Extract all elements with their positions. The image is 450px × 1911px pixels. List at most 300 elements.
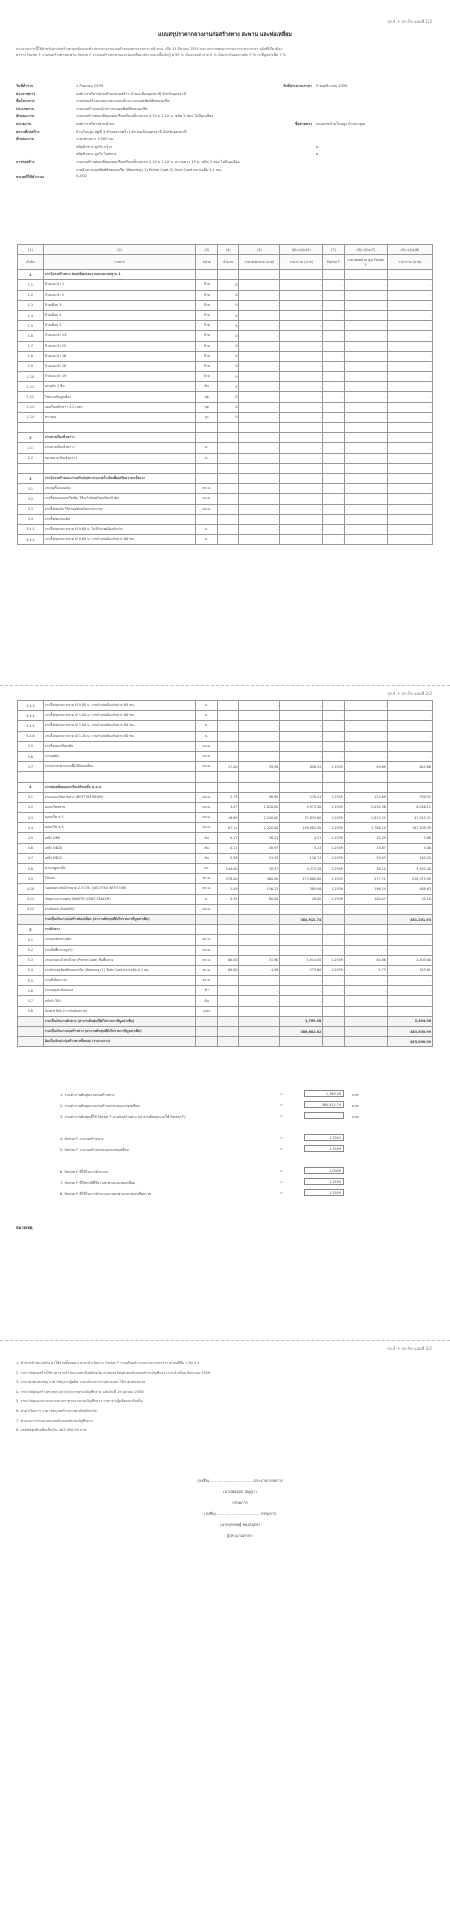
cell-p: - <box>239 711 280 721</box>
cell-f: - <box>323 382 345 392</box>
table-row <box>18 463 433 473</box>
cell-t: - <box>280 494 323 504</box>
cell-f <box>323 1027 345 1037</box>
column-number: (6)=(4)x(5) <box>280 245 323 255</box>
summary-label: 5. Factor F งานก่อสร้างสะพานและท่อเหลี่ยม <box>60 1148 129 1152</box>
cell-q <box>217 514 239 524</box>
cell-tf: - <box>387 351 432 361</box>
cell-no: 1.14 <box>18 412 44 422</box>
cell-u: ม. <box>196 731 218 741</box>
cell-no: 4.4 <box>18 823 44 833</box>
cell-desc: งานทรายหยาบรองพื้นใต้ท่อเหลี่ยม <box>43 762 196 772</box>
cell-no: 3.5 <box>18 741 44 751</box>
group-row <box>18 473 433 483</box>
cell-q <box>217 433 239 443</box>
header-key: สถานที่ก่อสร้าง <box>16 129 40 134</box>
sig-name: (นายสุรเชษฐ์ ทองสมุทร) <box>220 1522 260 1527</box>
cell-pf: - <box>344 731 387 741</box>
cell-f: - <box>323 504 345 514</box>
cell-no: 1.9 <box>18 361 44 371</box>
cell-f: - <box>323 443 345 453</box>
cell-t <box>280 473 323 483</box>
header-row <box>16 91 436 99</box>
cell-no: 4.6 <box>18 843 44 853</box>
cell-pf: - <box>344 392 387 402</box>
cell-desc: งานทางเบี่ยงชั่วคราว <box>43 433 196 443</box>
header-key: ขนาดที่ใช้คำนวณ <box>16 175 45 180</box>
column-number: (3) <box>196 245 218 255</box>
cell-no: 4.1 <box>18 792 44 802</box>
cell-no: 2.2 <box>18 453 44 463</box>
cell-p: 1,620.00 <box>239 802 280 812</box>
header-value: องค์การบริหารส่วนตำบล <box>76 121 115 126</box>
cell-p <box>239 423 280 433</box>
cell-no: 3 <box>18 473 44 483</box>
cell-f: - <box>323 341 345 351</box>
cell-desc: งานลอกผิวทางเดิม <box>43 935 196 945</box>
header-value: งานก่อสร้างท่อเหลี่ยมคอนกรีตเสริมเหล็กขนาด 2.10 x 2.10 ม. ชนิด 2 ช่อง ไม่มีมุมเฉียง <box>76 114 214 119</box>
cell-p: - <box>239 443 280 453</box>
cell-q <box>217 976 239 986</box>
cell-f <box>323 473 345 483</box>
cell-t: - <box>280 402 323 412</box>
table-row <box>18 443 433 453</box>
cell-f: 1.2559 <box>323 884 345 894</box>
cell-no: 1.3 <box>18 300 44 310</box>
cell-tf: - <box>387 310 432 320</box>
cell-no <box>18 463 44 473</box>
cell-no: 1.1 <box>18 280 44 290</box>
cell-u: ป้าย <box>196 331 218 341</box>
cell-f <box>323 782 345 792</box>
cell-tf <box>387 433 432 443</box>
cell-q <box>217 453 239 463</box>
cell-tf: - <box>387 361 432 371</box>
cell-desc: รวมเป็นเงินงานผิวทาง (ค่างานต้นทุนที่ยังไม่รวมภาษีมูลค่าเพิ่ม) <box>43 1016 196 1026</box>
cell-f: - <box>323 535 345 545</box>
cell-tf: - <box>387 711 432 721</box>
cell-q <box>217 731 239 741</box>
cell-f <box>323 1016 345 1026</box>
cell-q: 144.00 <box>217 864 239 874</box>
cell-tf: 164.20 <box>387 853 432 863</box>
cell-t: 4.51 <box>280 833 323 843</box>
project-header <box>16 83 436 182</box>
cell-u: ตัน <box>196 853 218 863</box>
cell-tf: - <box>387 412 432 422</box>
cell-desc: งานตีเส้นจราจร <box>43 976 196 986</box>
header-value-2 <box>316 113 436 121</box>
cell-u: ตร.ม. <box>196 965 218 975</box>
page-2 <box>0 685 450 1341</box>
table-row <box>18 300 433 310</box>
cell-p: 2,240.00 <box>239 813 280 823</box>
cell-q: 0 <box>217 402 239 412</box>
cell-pf: 38.14 <box>344 864 387 874</box>
header-row <box>16 106 436 114</box>
cell-u: ตัว <box>196 986 218 996</box>
cell-tf: 844.66 <box>387 762 432 772</box>
intro-text <box>16 46 434 58</box>
table-row <box>18 823 433 833</box>
cell-no: 1.8 <box>18 351 44 361</box>
cell-p: - <box>239 535 280 545</box>
cell-f: - <box>323 392 345 402</box>
cell-t: 148,984.20 <box>280 823 323 833</box>
cell-p: - <box>239 321 280 331</box>
cell-f <box>323 772 345 782</box>
cell-desc: เสาหลัก 2 ชิ้น <box>43 382 196 392</box>
header-row <box>16 121 436 129</box>
cell-desc: งานรื้อท่อกลม ขนาด Ø 1.20 ม. รวมกำแพงป้องกันปาก 80 ซม. <box>43 731 196 741</box>
cell-pf: 33.87 <box>344 843 387 853</box>
cell-f: - <box>323 372 345 382</box>
cell-p: - <box>239 361 280 371</box>
cell-tf: - <box>387 524 432 534</box>
cell-pf: - <box>344 341 387 351</box>
equals-sign: = <box>280 1136 283 1140</box>
cell-tf: 2,304.06 <box>387 1016 432 1026</box>
table-row <box>18 321 433 331</box>
cell-p <box>239 463 280 473</box>
header-row <box>16 159 436 167</box>
cell-pf: 2,813.22 <box>344 813 387 823</box>
column-header: ลำดับ <box>18 255 44 270</box>
cost-table-part-1 <box>17 244 433 545</box>
cell-t <box>280 782 323 792</box>
cell-u: ลบ.ม. <box>196 792 218 802</box>
cell-f <box>323 433 345 443</box>
cell-desc: แผงกั้นเหล็กขาว 1.2 เมตร <box>43 402 196 412</box>
cell-p: - <box>239 280 280 290</box>
header-key <box>16 144 76 152</box>
cell-q: 0 <box>217 310 239 320</box>
cell-q <box>217 721 239 731</box>
cell-q <box>217 463 239 473</box>
header-value-2 <box>316 159 436 167</box>
cell-q: 0 <box>217 321 239 331</box>
cell-tf: - <box>387 402 432 412</box>
summary-value: 1.2559 <box>304 1189 344 1196</box>
cell-u: ตร.ม. <box>196 935 218 945</box>
cell-tf: - <box>387 372 432 382</box>
page-number: ปร.4 + ปร.4ข แผ่นที่ 2/2 <box>387 691 432 696</box>
cell-f: - <box>323 996 345 1006</box>
cell-u: ป้าย <box>196 361 218 371</box>
summary-unit: บาท <box>352 1093 359 1097</box>
cell-pf: - <box>344 524 387 534</box>
column-number: (8)=(5)x(7) <box>344 245 387 255</box>
cell-t: - <box>280 524 323 534</box>
sig-role: ผู้ประมาณราคา <box>227 1533 253 1538</box>
cell-desc: ป้ายแนะนำ 19 <box>43 372 196 382</box>
summary-row <box>60 1089 400 1100</box>
cell-pf: 100.47 <box>344 894 387 904</box>
summary-label: 7. Factor F ที่ใช้กรณีที่มีงานสะพานและท่อเหลี่ยม <box>60 1181 136 1185</box>
cell-f: - <box>323 904 345 914</box>
cell-q <box>217 535 239 545</box>
cell-u: ม. <box>196 711 218 721</box>
cell-desc: ขยายทางเบี่ยงชั่วคราว <box>43 453 196 463</box>
cell-q: 5.58 <box>217 853 239 863</box>
cell-t: - <box>280 280 323 290</box>
cell-u <box>196 925 218 935</box>
summary-value: 1.2559 <box>304 1145 344 1152</box>
cell-pf: 40.06 <box>344 955 387 965</box>
subtotal-row <box>18 1027 433 1037</box>
cell-u: ตร.ม. <box>196 955 218 965</box>
cell-no: 3.4.1 <box>18 524 44 534</box>
header-value-2 <box>316 174 436 182</box>
cell-t: 389.06 <box>280 884 323 894</box>
equals-sign: = <box>280 1191 283 1195</box>
cell-tf <box>387 782 432 792</box>
cell-t: 1,769.28 <box>280 1016 323 1026</box>
cell-f: 1.2559 <box>323 955 345 965</box>
cell-pf <box>344 925 387 935</box>
cell-desc: งานคอนกรีตคานล่าง (BOTTOM BEAM) <box>43 792 196 802</box>
cell-p: - <box>239 341 280 351</box>
cell-desc: คอนกรีต ค.3 <box>43 823 196 833</box>
cell-no: 1.7 <box>18 341 44 351</box>
cell-f: 1.2559 <box>323 833 345 843</box>
cell-u <box>196 1037 218 1047</box>
table-row <box>18 341 433 351</box>
cell-q <box>217 711 239 721</box>
cell-u: ลบ.ม. <box>196 945 218 955</box>
cell-f: 1.2559 <box>323 853 345 863</box>
summary-unit: บาท <box>352 1115 359 1119</box>
equals-sign: = <box>280 1147 283 1151</box>
equals-sign: = <box>280 1180 283 1184</box>
note-line: 1. คำนำหน้าหน่วยเงิน ค่าใช้จ่ายทั้งหมด และค่าดำเนินการ Factor F รายเดือนคำนวณรวมจากตาราง ค่าคงที่อื่น ๆ ข้อ 3.2 <box>16 1361 200 1365</box>
cell-f: - <box>323 331 345 341</box>
cell-t <box>280 463 323 473</box>
cell-desc: งานรื้อท่อกลม ขนาด Ø 0.80 ม. รวมกำแพงป้องกันปาก 60 ซม. <box>43 701 196 711</box>
cell-f <box>323 514 345 524</box>
cell-f: 1.2559 <box>323 762 345 772</box>
cell-no <box>18 1016 44 1026</box>
cell-p <box>239 270 280 280</box>
cell-tf: 2,403.80 <box>387 955 432 965</box>
cell-tf: - <box>387 392 432 402</box>
table-row <box>18 290 433 300</box>
cell-p: - <box>239 351 280 361</box>
cell-f <box>323 925 345 935</box>
cell-t: 386,682.02 <box>280 1027 323 1037</box>
header-value-2 <box>316 129 436 137</box>
summary-row <box>60 1177 400 1188</box>
cell-u: กก. <box>196 864 218 874</box>
subtotal-row <box>18 914 433 924</box>
cell-q <box>217 1027 239 1037</box>
cell-f: - <box>323 412 345 422</box>
cell-p: - <box>239 731 280 741</box>
cell-p: - <box>239 331 280 341</box>
cell-p <box>239 782 280 792</box>
cell-desc: งานผิวทาง <box>43 925 196 935</box>
cell-tf: 481,201.93 <box>387 914 432 924</box>
cell-t <box>280 925 323 935</box>
cell-u: ตัน <box>196 833 218 843</box>
cell-p: - <box>239 721 280 731</box>
cell-t: - <box>280 731 323 741</box>
cell-p: - <box>239 524 280 534</box>
cell-u <box>196 423 218 433</box>
cell-desc: รวมเป็นเงินงานก่อสร้างท่อเหลี่ยม (ค่างานต้นทุนที่ยังไม่รวมภาษีมูลค่าเพิ่ม) <box>43 914 196 924</box>
cell-f: - <box>323 945 345 955</box>
cell-no: 1.5 <box>18 321 44 331</box>
cell-no: 5.6 <box>18 986 44 996</box>
cell-tf: - <box>387 701 432 711</box>
cell-u: ลบ.ม. <box>196 504 218 514</box>
cell-desc: งานลาดยางไพรม์โคท (Prime Coat) ชั้นพื้นทาง <box>43 955 196 965</box>
page-number: ปร.4 + ปร.4ข แผ่นที่ 3/2 <box>387 1346 432 1351</box>
column-header: ราคาต่อหน่วย (บาท) <box>239 255 280 270</box>
header-value-2 <box>316 91 436 99</box>
notes-block <box>16 1359 436 1436</box>
cell-t: - <box>280 935 323 945</box>
header-value-2: ม. <box>316 144 320 149</box>
cell-pf: - <box>344 701 387 711</box>
cell-u <box>196 782 218 792</box>
cell-pf: - <box>344 721 387 731</box>
cell-u: ตร.ม. <box>196 976 218 986</box>
cell-t: - <box>280 392 323 402</box>
cell-tf: - <box>387 751 432 761</box>
cell-no <box>18 1027 44 1037</box>
table-row <box>18 524 433 534</box>
cell-tf: - <box>387 290 432 300</box>
header-row <box>16 174 436 182</box>
cell-tf: - <box>387 721 432 731</box>
cell-t: 273.60 <box>280 965 323 975</box>
cell-no: 5.3 <box>18 955 44 965</box>
cell-f: - <box>323 280 345 290</box>
cell-f: - <box>323 1006 345 1016</box>
cell-q <box>217 504 239 514</box>
summary-row <box>60 1111 400 1122</box>
cost-table-part-2 <box>17 700 433 1047</box>
note-line: 5. ราคาวัสดุและค่าแรงงานตามราคากลางกรมบัญชีกลาง ราคาจากผู้ผลิตและท้องถิ่น <box>16 1399 143 1404</box>
cell-f <box>323 463 345 473</box>
header-value-2 <box>316 167 436 175</box>
summary-value: 1.0000 <box>304 1167 344 1174</box>
cell-pf: - <box>344 484 387 494</box>
cell-t: 384,912.74 <box>280 914 323 924</box>
cell-t: - <box>280 721 323 731</box>
header-key: ชื่อโครงการ <box>16 99 35 104</box>
table-row <box>18 372 433 382</box>
cell-desc: ไม้แบบ <box>43 874 196 884</box>
cell-t: - <box>280 453 323 463</box>
note-line: 2. ราคาวัสดุก่อสร้างใช้ราคาจากสำนักงานพาณิชย์จังหวัด ค่าขนส่งวัสดุตามหลักเกณฑ์กรมบัญชีกลาง ประจำเดือน สิงหาคม 2559 <box>16 1370 210 1375</box>
cell-desc: ป้ายแนะนำ 15 <box>43 341 196 351</box>
table-row <box>18 423 433 433</box>
cell-pf: 33.29 <box>344 833 387 843</box>
cell-u: ป้าย <box>196 290 218 300</box>
cell-p: - <box>239 996 280 1006</box>
cell-desc: ป้ายเตือน 3 <box>43 300 196 310</box>
cell-desc: หลักนำโค้ง <box>43 996 196 1006</box>
cell-u: ม. <box>196 721 218 731</box>
table-row <box>18 484 433 494</box>
cell-no: 1 <box>18 270 44 280</box>
cell-pf <box>344 463 387 473</box>
cell-desc: งานรื้อท่อเหลี่ยมเดิม <box>43 741 196 751</box>
header-key: ส่วนราชการ <box>16 91 36 96</box>
summary-row <box>60 1144 400 1155</box>
cell-q: 0 <box>217 361 239 371</box>
column-number: (9)=(4)x(8) <box>387 245 432 255</box>
header-key: วันที่สำรวจ <box>16 84 34 88</box>
table-row <box>18 514 433 524</box>
cell-no: 3.4 <box>18 514 44 524</box>
cell-tf <box>387 463 432 473</box>
cell-u <box>196 914 218 924</box>
cell-tf: - <box>387 731 432 741</box>
cell-no: 4.5 <box>18 833 44 843</box>
cell-t: 130.74 <box>280 853 323 863</box>
table-row <box>18 701 433 711</box>
cell-q <box>217 782 239 792</box>
cell-pf: 49.69 <box>344 762 387 772</box>
table-row <box>18 721 433 731</box>
header-value: งานก่อสร้างถนนผิวจราจรแอสฟัลท์ติกคอนกรีต <box>76 106 148 111</box>
header-key-2: วันที่ประมาณราคา <box>282 84 312 88</box>
cell-t: - <box>280 986 323 996</box>
cell-tf: - <box>387 986 432 996</box>
table-row <box>18 884 433 894</box>
cell-tf <box>387 772 432 782</box>
cell-u: ม. <box>196 524 218 534</box>
cell-t: - <box>280 443 323 453</box>
cell-f: 1.2559 <box>323 802 345 812</box>
cell-u <box>196 463 218 473</box>
cell-desc: งานรื้อท่อเดิม ใช้รถขุดตักพร้อมรถบรรทุก <box>43 504 196 514</box>
cell-p <box>239 914 280 924</box>
cell-pf: - <box>344 741 387 751</box>
cell-tf: - <box>387 945 432 955</box>
column-header: จำนวน <box>217 255 239 270</box>
cell-t <box>280 1037 323 1047</box>
cell-desc <box>43 463 196 473</box>
cell-tf: - <box>387 331 432 341</box>
cell-f: - <box>323 986 345 996</box>
cell-f: 1.2559 <box>323 813 345 823</box>
cell-u: ตร.ม. <box>196 884 218 894</box>
cell-u: ป้าย <box>196 372 218 382</box>
cell-f: - <box>323 361 345 371</box>
cell-u <box>196 1016 218 1026</box>
cell-t: - <box>280 751 323 761</box>
cell-tf <box>387 925 432 935</box>
header-value: องค์การบริหารส่วนตำบลสามพร้าว อำเภอเมืองอุดรธานี จังหวัดอุดรธานี <box>76 91 186 96</box>
cell-f: - <box>323 524 345 534</box>
cell-pf: - <box>344 361 387 371</box>
cell-tf: - <box>387 535 432 545</box>
cell-f: - <box>323 721 345 731</box>
table-row <box>18 853 433 863</box>
cell-desc: เหล็ก DB9 <box>43 833 196 843</box>
cell-no: 3.4.3 <box>18 701 44 711</box>
column-number: (4) <box>217 245 239 255</box>
cell-no: 4.9 <box>18 874 44 884</box>
cell-f: - <box>323 453 345 463</box>
cell-desc: ป้ายแนะนำ 16 <box>43 351 196 361</box>
cell-t: - <box>280 484 323 494</box>
cell-q <box>217 986 239 996</box>
